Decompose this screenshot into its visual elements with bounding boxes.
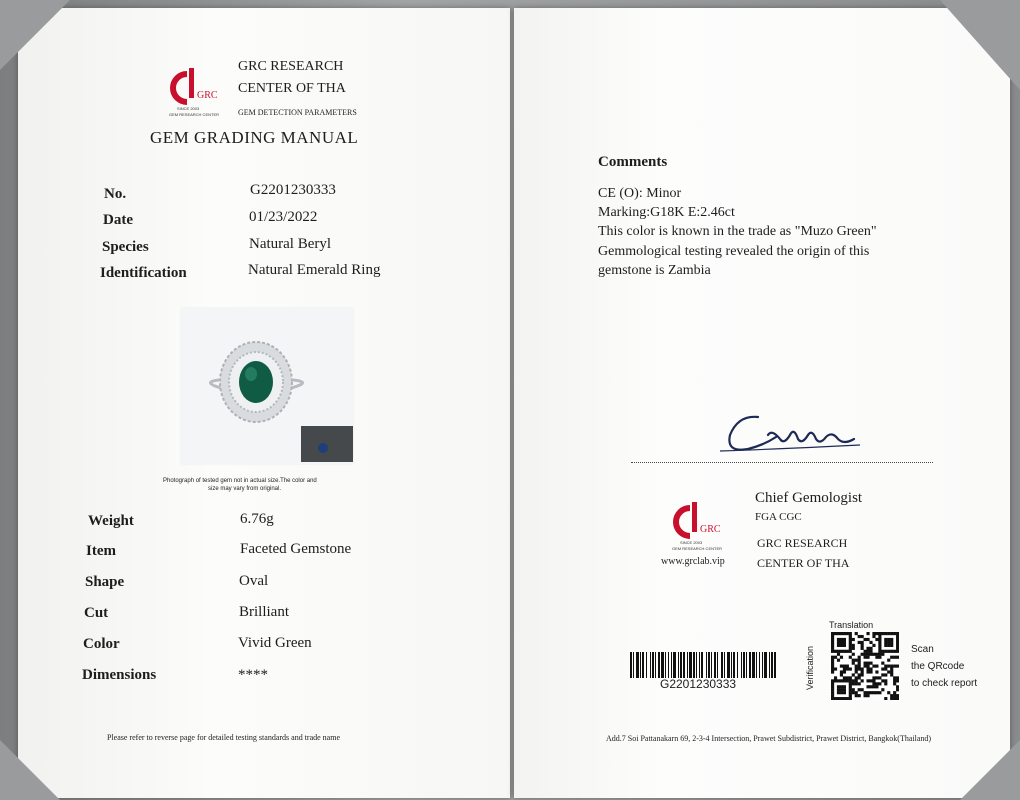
field-label-date: Date bbox=[103, 212, 133, 228]
comments-title: Comments bbox=[598, 154, 668, 170]
grc-logo-icon bbox=[165, 64, 225, 120]
header-line1: GRC RESEARCH bbox=[238, 59, 344, 74]
detail-label-shape: Shape bbox=[85, 574, 125, 590]
field-label-species: Species bbox=[102, 239, 149, 255]
logo-center-text: GEM RESEARCH CENTER bbox=[672, 546, 723, 551]
field-value-date: 01/23/2022 bbox=[249, 209, 318, 225]
detail-value-cut: Brilliant bbox=[239, 604, 289, 620]
page-title: GEM GRADING MANUAL bbox=[150, 128, 359, 147]
scan-text-3: to check report bbox=[911, 678, 978, 689]
org-line-1: GRC RESEARCH bbox=[757, 536, 848, 550]
barcode-icon bbox=[630, 652, 776, 678]
address-footer: Add.7 Soi Pattanakarn 69, 2-3-4 Intersection, Prawet Subdistrict, Prawet District, Bangkok(Thailand) bbox=[606, 734, 932, 743]
header-subtitle: GEM DETECTION PARAMETERS bbox=[238, 108, 357, 117]
detail-value-item: Faceted Gemstone bbox=[240, 541, 352, 557]
translation-label: Translation bbox=[829, 620, 874, 630]
detail-label-item: Item bbox=[86, 543, 116, 559]
comment-line-5: gemstone is Zambia bbox=[598, 263, 711, 278]
svg-text:GRC: GRC bbox=[197, 90, 218, 101]
photo-caption-1: Photograph of tested gem not in actual size.The color and bbox=[163, 478, 317, 484]
field-value-identification: Natural Emerald Ring bbox=[248, 262, 381, 278]
detail-value-dimensions: **** bbox=[238, 667, 268, 683]
detail-label-cut: Cut bbox=[84, 605, 109, 621]
qr-code-icon bbox=[831, 632, 899, 700]
field-label-identification: Identification bbox=[100, 265, 187, 281]
comment-line-3: This color is known in the trade as "Muzo Green" bbox=[598, 224, 877, 239]
photo-caption-2: size may vary from original. bbox=[208, 486, 282, 492]
scan-text-2: the QRcode bbox=[911, 661, 965, 672]
detail-value-shape: Oval bbox=[239, 573, 269, 589]
chief-credentials: FGA CGC bbox=[755, 511, 802, 523]
svg-text:GRC: GRC bbox=[700, 524, 721, 535]
detail-value-weight: 6.76g bbox=[240, 511, 274, 527]
comment-line-2: Marking:G18K E:2.46ct bbox=[598, 205, 735, 220]
detail-label-weight: Weight bbox=[88, 513, 134, 529]
scan-text-1: Scan bbox=[911, 644, 934, 655]
gem-photo bbox=[181, 308, 353, 464]
signature-line bbox=[631, 462, 933, 463]
logo-center-text: GEM RESEARCH CENTER bbox=[169, 112, 220, 117]
field-label-no: No. bbox=[104, 186, 127, 202]
chief-title: Chief Gemologist bbox=[755, 490, 863, 506]
grc-logo-icon bbox=[668, 498, 728, 554]
logo-since-text: SINCE 2003 bbox=[177, 106, 200, 111]
comment-line-1: CE (O): Minor bbox=[598, 186, 682, 201]
verification-label: Verification bbox=[805, 645, 815, 690]
detail-value-color: Vivid Green bbox=[238, 635, 312, 651]
org-line-2: CENTER OF THA bbox=[757, 556, 850, 570]
comment-line-4: Gemmological testing revealed the origin of this bbox=[598, 244, 870, 259]
field-value-species: Natural Beryl bbox=[249, 236, 332, 252]
logo-since-text: SINCE 2003 bbox=[680, 540, 703, 545]
barcode-number: G2201230333 bbox=[660, 677, 737, 691]
field-value-no: G2201230333 bbox=[250, 182, 336, 198]
emerald-ring-photo bbox=[181, 308, 353, 464]
signature-image bbox=[720, 405, 870, 460]
detail-label-color: Color bbox=[83, 636, 120, 652]
detail-label-dimensions: Dimensions bbox=[82, 667, 157, 683]
header-line2: CENTER OF THA bbox=[238, 81, 346, 96]
website-text: www.grclab.vip bbox=[661, 556, 725, 567]
left-footer-note: Please refer to reverse page for detailed testing standards and trade name bbox=[107, 733, 341, 742]
